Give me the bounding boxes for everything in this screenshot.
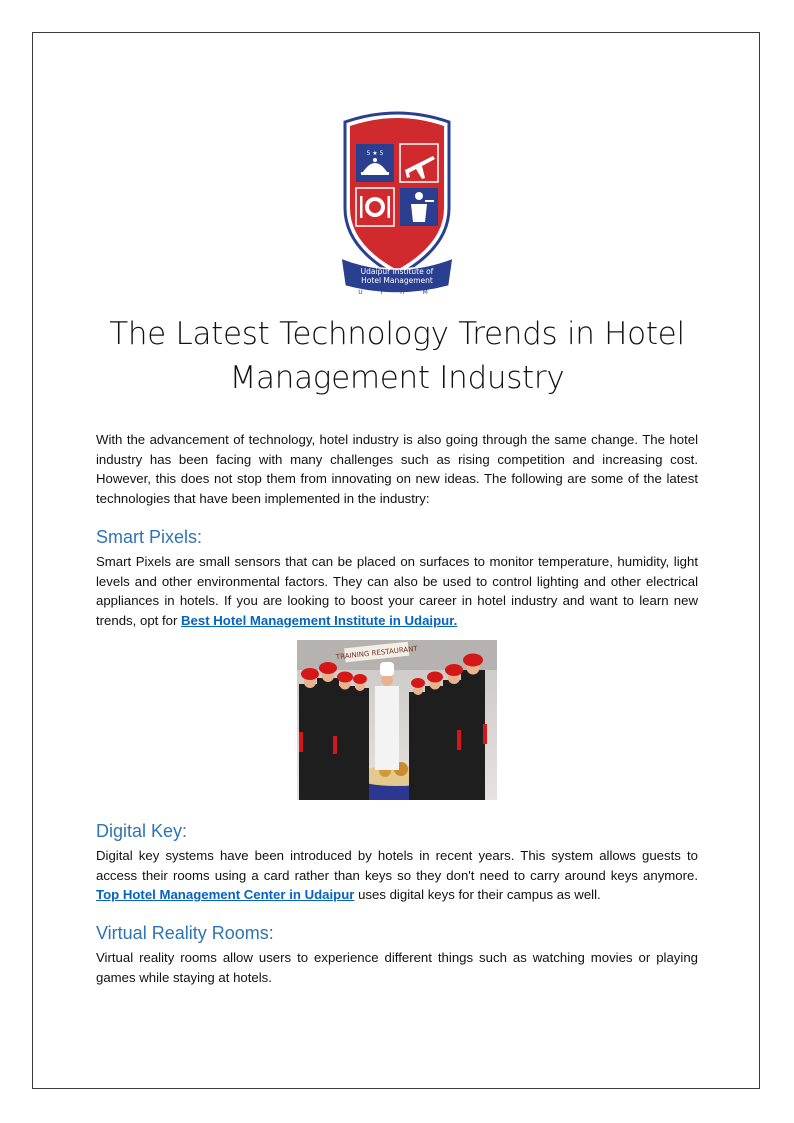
title-line-1: The Latest Technology Trends in Hotel (109, 316, 685, 352)
svg-text:Hotel Management: Hotel Management (361, 276, 433, 285)
svg-text:U I H M: U I H M (358, 289, 436, 296)
heading-digital-key: Digital Key: (96, 821, 188, 841)
chefs-group-photo (297, 640, 497, 800)
heading-smart-pixels: Smart Pixels: (96, 527, 203, 547)
smart-pixels-paragraph (96, 552, 698, 630)
digital-key-text: Digital key systems have been introduced by hotels in recent years. This system allows guests to access their rooms using a card rather than keys so they don't need to carry around keys anymore. (96, 848, 698, 883)
svg-text:Udaipur Institute of: Udaipur Institute of (360, 267, 434, 276)
smart-pixels-text: Smart Pixels are small sensors that can be placed on surfaces to monitor temperature, humidity, light levels and other environmental factors. They can also be used to control lighting and other electrical appliances in hotels. If you are looking to boost your career in hotel industry and want to learn new trends, opt for (96, 554, 698, 628)
intro-paragraph: With the advancement of technology, hotel industry is also going through the same change. The hotel industry has been facing with many challenges such as rising competition and increasing cost. However, this does not stop them from innovating on new ideas. The following are some of the latest technologies that have been implemented in the industry: (96, 432, 698, 506)
training-restaurant-sign: TRAINING RESTAURANT (335, 644, 419, 662)
svg-text:5 ★ 5: 5 ★ 5 (366, 150, 384, 157)
best-institute-link[interactable]: Best Hotel Management Institute in Udaipur. (181, 612, 458, 628)
vr-rooms-paragraph: Virtual reality rooms allow users to experience different things such as watching movies or playing games while staying at hotels. (96, 950, 698, 985)
page-title (96, 312, 698, 400)
digital-key-text-after: uses digital keys for their campus as well. (354, 887, 601, 902)
heading-virtual-reality-rooms: Virtual Reality Rooms: (96, 923, 274, 943)
digital-key-paragraph (96, 846, 698, 905)
institute-logo (337, 108, 457, 298)
top-center-link[interactable]: Top Hotel Management Center in Udaipur (96, 887, 355, 902)
title-line-2: Management Industry (229, 360, 565, 396)
